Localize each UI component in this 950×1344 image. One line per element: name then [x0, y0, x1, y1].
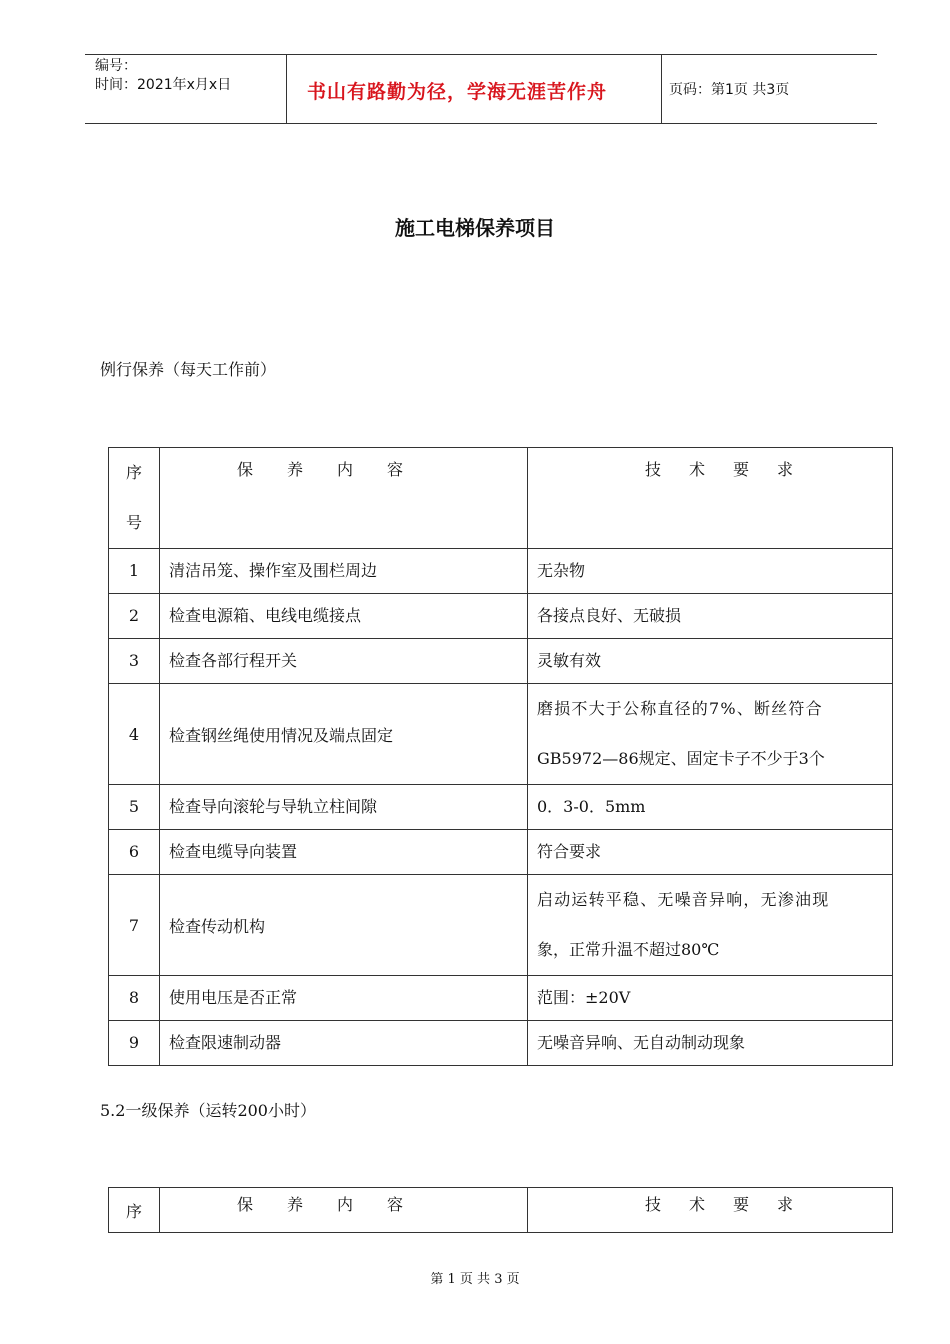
row-content: 检查传动机构	[169, 916, 266, 936]
table-row	[109, 639, 893, 684]
row-no: 5	[128, 797, 140, 816]
header-left	[95, 57, 231, 95]
table-header-row	[109, 448, 893, 549]
table-row	[109, 785, 893, 830]
table-row	[109, 549, 893, 594]
row-no: 1	[128, 561, 140, 580]
table-row	[109, 1021, 893, 1066]
row-req: 启动运转平稳、无噪音异响，无渗油现	[537, 890, 830, 909]
table-row	[109, 594, 893, 639]
row-content: 检查电源箱、电线电缆接点	[169, 606, 362, 625]
page-label: 页码：第1页 共3页	[669, 82, 790, 98]
row-content: 清洁吊笼、操作室及围栏周边	[169, 561, 378, 580]
row-content: 检查限速制动器	[169, 1033, 282, 1052]
section1-heading: 例行保养（每天工作前）	[100, 360, 277, 379]
table-row	[109, 684, 893, 785]
row-req: 符合要求	[537, 842, 602, 861]
row-no: 6	[128, 842, 140, 861]
col-content-label: 保养内容	[237, 1195, 438, 1214]
col-req-label: 技术要求	[645, 460, 822, 479]
row-content: 检查钢丝绳使用情况及端点固定	[169, 725, 394, 745]
col-no-b: 号	[125, 513, 142, 532]
table-row	[109, 875, 893, 976]
row-content: 检查导向滚轮与导轨立柱间隙	[169, 797, 378, 816]
row-req: 无噪音异响、无自动制动现象	[537, 1033, 746, 1052]
row-req: 各接点良好、无破损	[537, 606, 682, 625]
row-req: 灵敏有效	[537, 651, 602, 670]
row-req-cont: GB5972—86规定、固定卡子不少于3个	[537, 749, 825, 768]
row-req: 0．3-0．5mm	[537, 797, 646, 816]
col-req-header	[528, 448, 893, 549]
row-content: 使用电压是否正常	[169, 988, 298, 1007]
row-no: 9	[128, 1033, 140, 1052]
row-content: 检查各部行程开关	[169, 651, 298, 670]
document-title: 施工电梯保养项目	[395, 216, 555, 240]
row-no: 7	[128, 915, 140, 935]
page-footer: 第 1 页 共 3 页	[430, 1272, 520, 1287]
table-row	[109, 976, 893, 1021]
row-req: 范围：±20V	[537, 988, 631, 1007]
header-center	[286, 55, 662, 123]
page-header	[85, 54, 877, 124]
row-req: 磨损不大于公称直径的7%、断丝符合	[537, 699, 823, 718]
row-req-cont: 象，正常升温不超过80℃	[537, 940, 720, 959]
time-label: 时间：2021年x月x日	[95, 77, 232, 93]
col-content-label: 保养内容	[237, 460, 438, 479]
col-no-header: 序	[125, 1201, 142, 1221]
level1-maintenance-table	[108, 1187, 893, 1233]
section2-heading: 5.2一级保养（运转200小时）	[100, 1101, 316, 1120]
row-no: 4	[128, 724, 140, 744]
motto: 书山有路勤为径，学海无涯苦作舟	[307, 81, 608, 103]
row-content: 检查电缆导向装置	[169, 842, 298, 861]
routine-maintenance-table	[108, 447, 893, 1066]
col-content-header	[160, 448, 528, 549]
col-no-header	[109, 448, 160, 549]
col-req-label: 技术要求	[645, 1195, 822, 1214]
row-no: 2	[128, 606, 140, 625]
row-req: 无杂物	[537, 561, 586, 580]
row-no: 3	[128, 651, 140, 670]
number-label: 编号：	[95, 58, 137, 74]
table-row	[109, 830, 893, 875]
row-no: 8	[128, 988, 140, 1007]
table-header-row	[109, 1188, 893, 1233]
col-no-a: 序	[125, 463, 142, 482]
